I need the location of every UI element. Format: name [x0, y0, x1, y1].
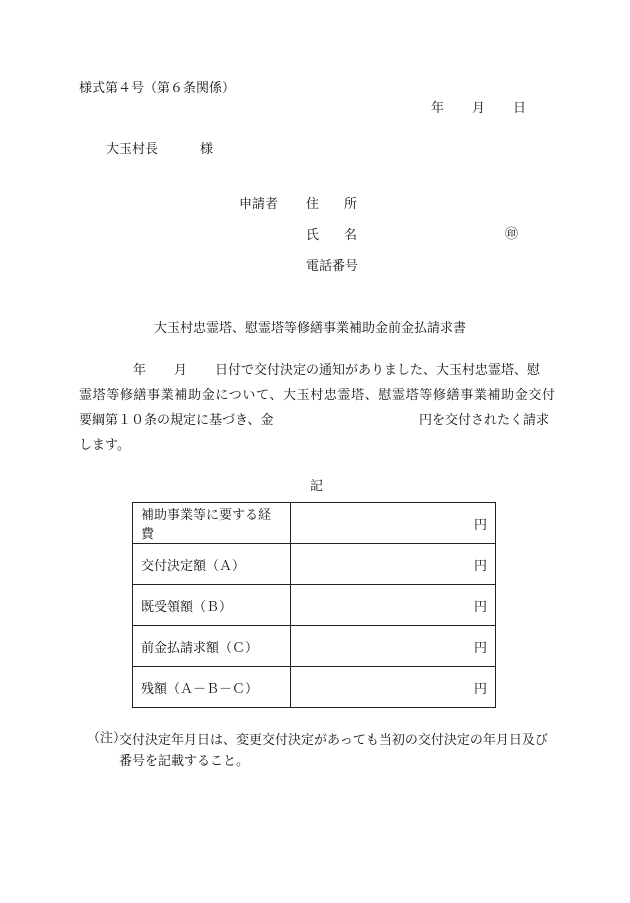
body-line-3 — [79, 408, 555, 433]
table-row — [133, 503, 496, 544]
body-line-3-start: 要綱第１０条の規定に基づき、金 — [79, 413, 274, 428]
recipient-name: 大玉村長 — [106, 142, 159, 157]
amount-table — [132, 502, 496, 708]
row-label: 交付決定額（Ａ） — [133, 544, 291, 585]
table-row — [133, 626, 496, 667]
record-label: 記 — [310, 479, 324, 494]
note-line-1: 交付決定年月日は、変更交付決定があっても当初の交付決定の年月日及び — [119, 733, 548, 748]
table-row — [133, 585, 496, 626]
recipient-honorific: 様 — [200, 142, 214, 157]
body-line-1-text: 日付で交付決定の通知がありました、大玉村忠霊塔、慰 — [215, 363, 541, 378]
address-label-second: 所 — [344, 197, 358, 212]
table-row — [133, 544, 496, 585]
body-line-2: 霊塔等修繕事業補助金について、大玉村忠霊塔、慰霊塔等修繕事業補助金交付 — [79, 388, 555, 403]
table-row — [133, 667, 496, 708]
document-title: 大玉村忠霊塔、慰霊塔等修繕事業補助金前金払請求書 — [154, 321, 467, 336]
address-label-first: 住 — [306, 197, 320, 212]
name-label-first: 氏 — [306, 228, 320, 243]
date-day-label: 日 — [513, 101, 527, 116]
body-line-3-end: 円を交付されたく請求 — [419, 413, 550, 428]
date-year-label: 年 — [431, 101, 445, 116]
note-text — [119, 730, 559, 772]
note-mark: （注） — [87, 731, 127, 746]
row-amount-unit: 円 — [290, 667, 495, 708]
row-amount-unit: 円 — [290, 503, 495, 544]
row-label: 補助事業等に要する経費 — [133, 503, 291, 544]
body-line-4: します。 — [79, 438, 130, 453]
date-month-label: 月 — [472, 101, 486, 116]
note-line-2: 番号を記載すること。 — [119, 754, 250, 769]
row-label: 残額（Ａ－Ｂ－Ｃ） — [133, 667, 291, 708]
row-label: 前金払請求額（Ｃ） — [133, 626, 291, 667]
applicant-label: 申請者 — [239, 197, 279, 212]
body-year-label: 年 — [133, 363, 147, 378]
phone-label: 電話番号 — [306, 259, 359, 274]
request-body — [79, 358, 555, 458]
row-amount-unit: 円 — [290, 544, 495, 585]
row-label: 既受領額（Ｂ） — [133, 585, 291, 626]
row-amount-unit: 円 — [290, 626, 495, 667]
name-label-second: 名 — [344, 228, 358, 243]
form-number: 様式第４号（第６条関係） — [79, 81, 236, 96]
seal-mark: ㊞ — [505, 227, 519, 242]
body-line-1 — [79, 358, 555, 383]
row-amount-unit: 円 — [290, 585, 495, 626]
body-month-label: 月 — [174, 363, 188, 378]
